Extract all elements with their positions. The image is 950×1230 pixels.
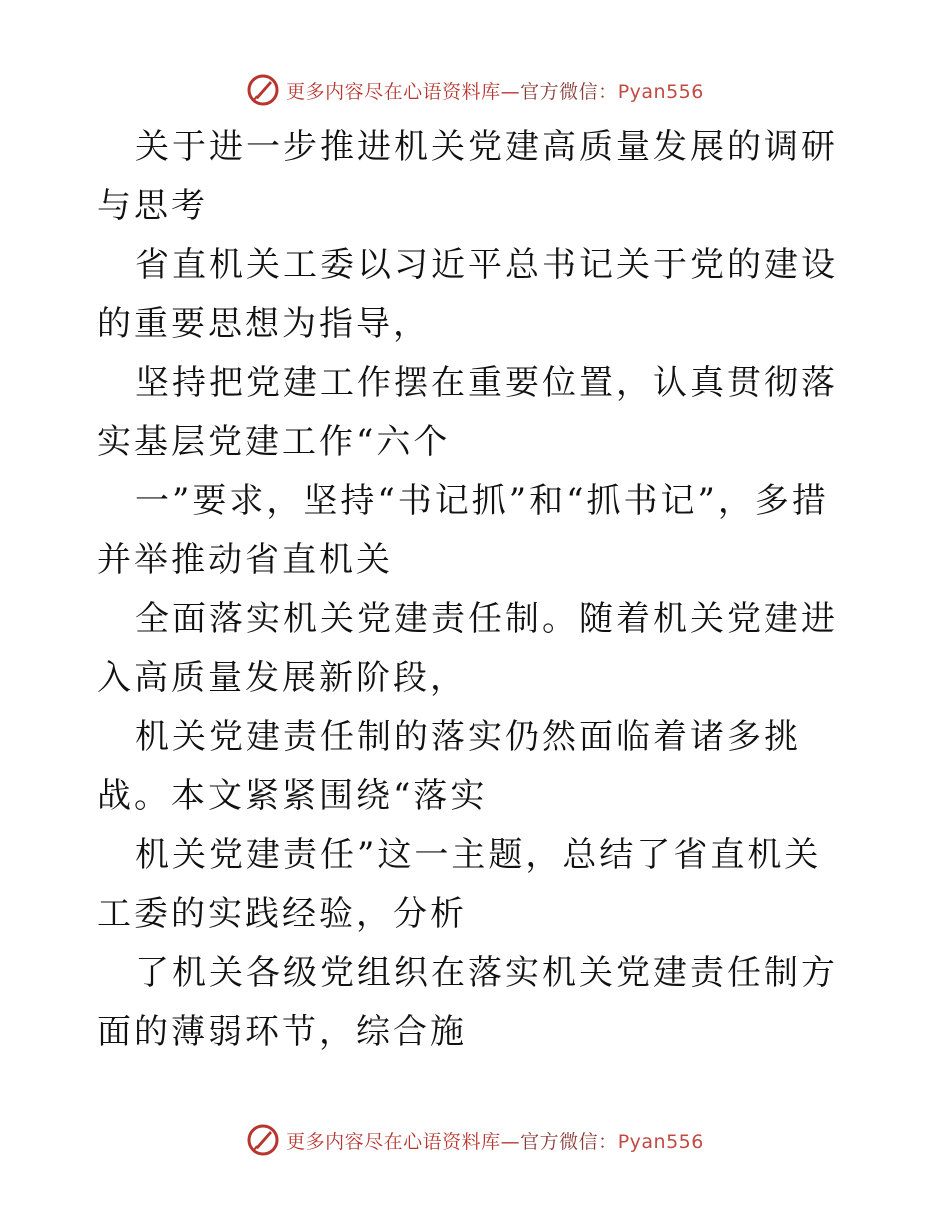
- paragraph: 一”要求，坚持“书记抓”和“抓书记”，多措并举推动省直机关: [97, 481, 829, 580]
- watermark-site: 更多内容尽在心语资料库: [286, 80, 501, 103]
- paragraph: 了机关各级党组织在落实机关党建责任制方面的薄弱环节，综合施: [97, 953, 838, 1052]
- watermark-site: 更多内容尽在心语资料库: [286, 1130, 501, 1153]
- watermark-text: [286, 77, 704, 104]
- quill-circle-logo-icon: [246, 73, 280, 107]
- paragraph: 机关党建责任”这一主题，总结了省直机关工委的实践经验，分析: [97, 835, 822, 934]
- watermark-dash: —: [500, 1130, 521, 1153]
- paragraph-title: 关于进一步推进机关党建高质量发展的调研与思考: [97, 127, 838, 226]
- document-body: [97, 118, 857, 1062]
- footer-watermark: [0, 1120, 950, 1160]
- header-watermark: [0, 70, 950, 110]
- paragraph: 坚持把党建工作摆在重要位置，认真贯彻落实基层党建工作“六个: [97, 363, 838, 462]
- watermark-text: [286, 1127, 704, 1154]
- watermark-handle: Pyan556: [617, 80, 704, 103]
- watermark-dash: —: [500, 80, 521, 103]
- quill-circle-logo-icon: [246, 1123, 280, 1157]
- paragraph: 机关党建责任制的落实仍然面临着诸多挑战。本文紧紧围绕“落实: [97, 717, 801, 816]
- paragraph: 全面落实机关党建责任制。随着机关党建进入高质量发展新阶段，: [97, 599, 838, 698]
- watermark-official: 官方微信：: [520, 80, 618, 103]
- watermark-official: 官方微信：: [520, 1130, 618, 1153]
- watermark-handle: Pyan556: [617, 1130, 704, 1153]
- paragraph: 省直机关工委以习近平总书记关于党的建设的重要思想为指导，: [97, 245, 838, 344]
